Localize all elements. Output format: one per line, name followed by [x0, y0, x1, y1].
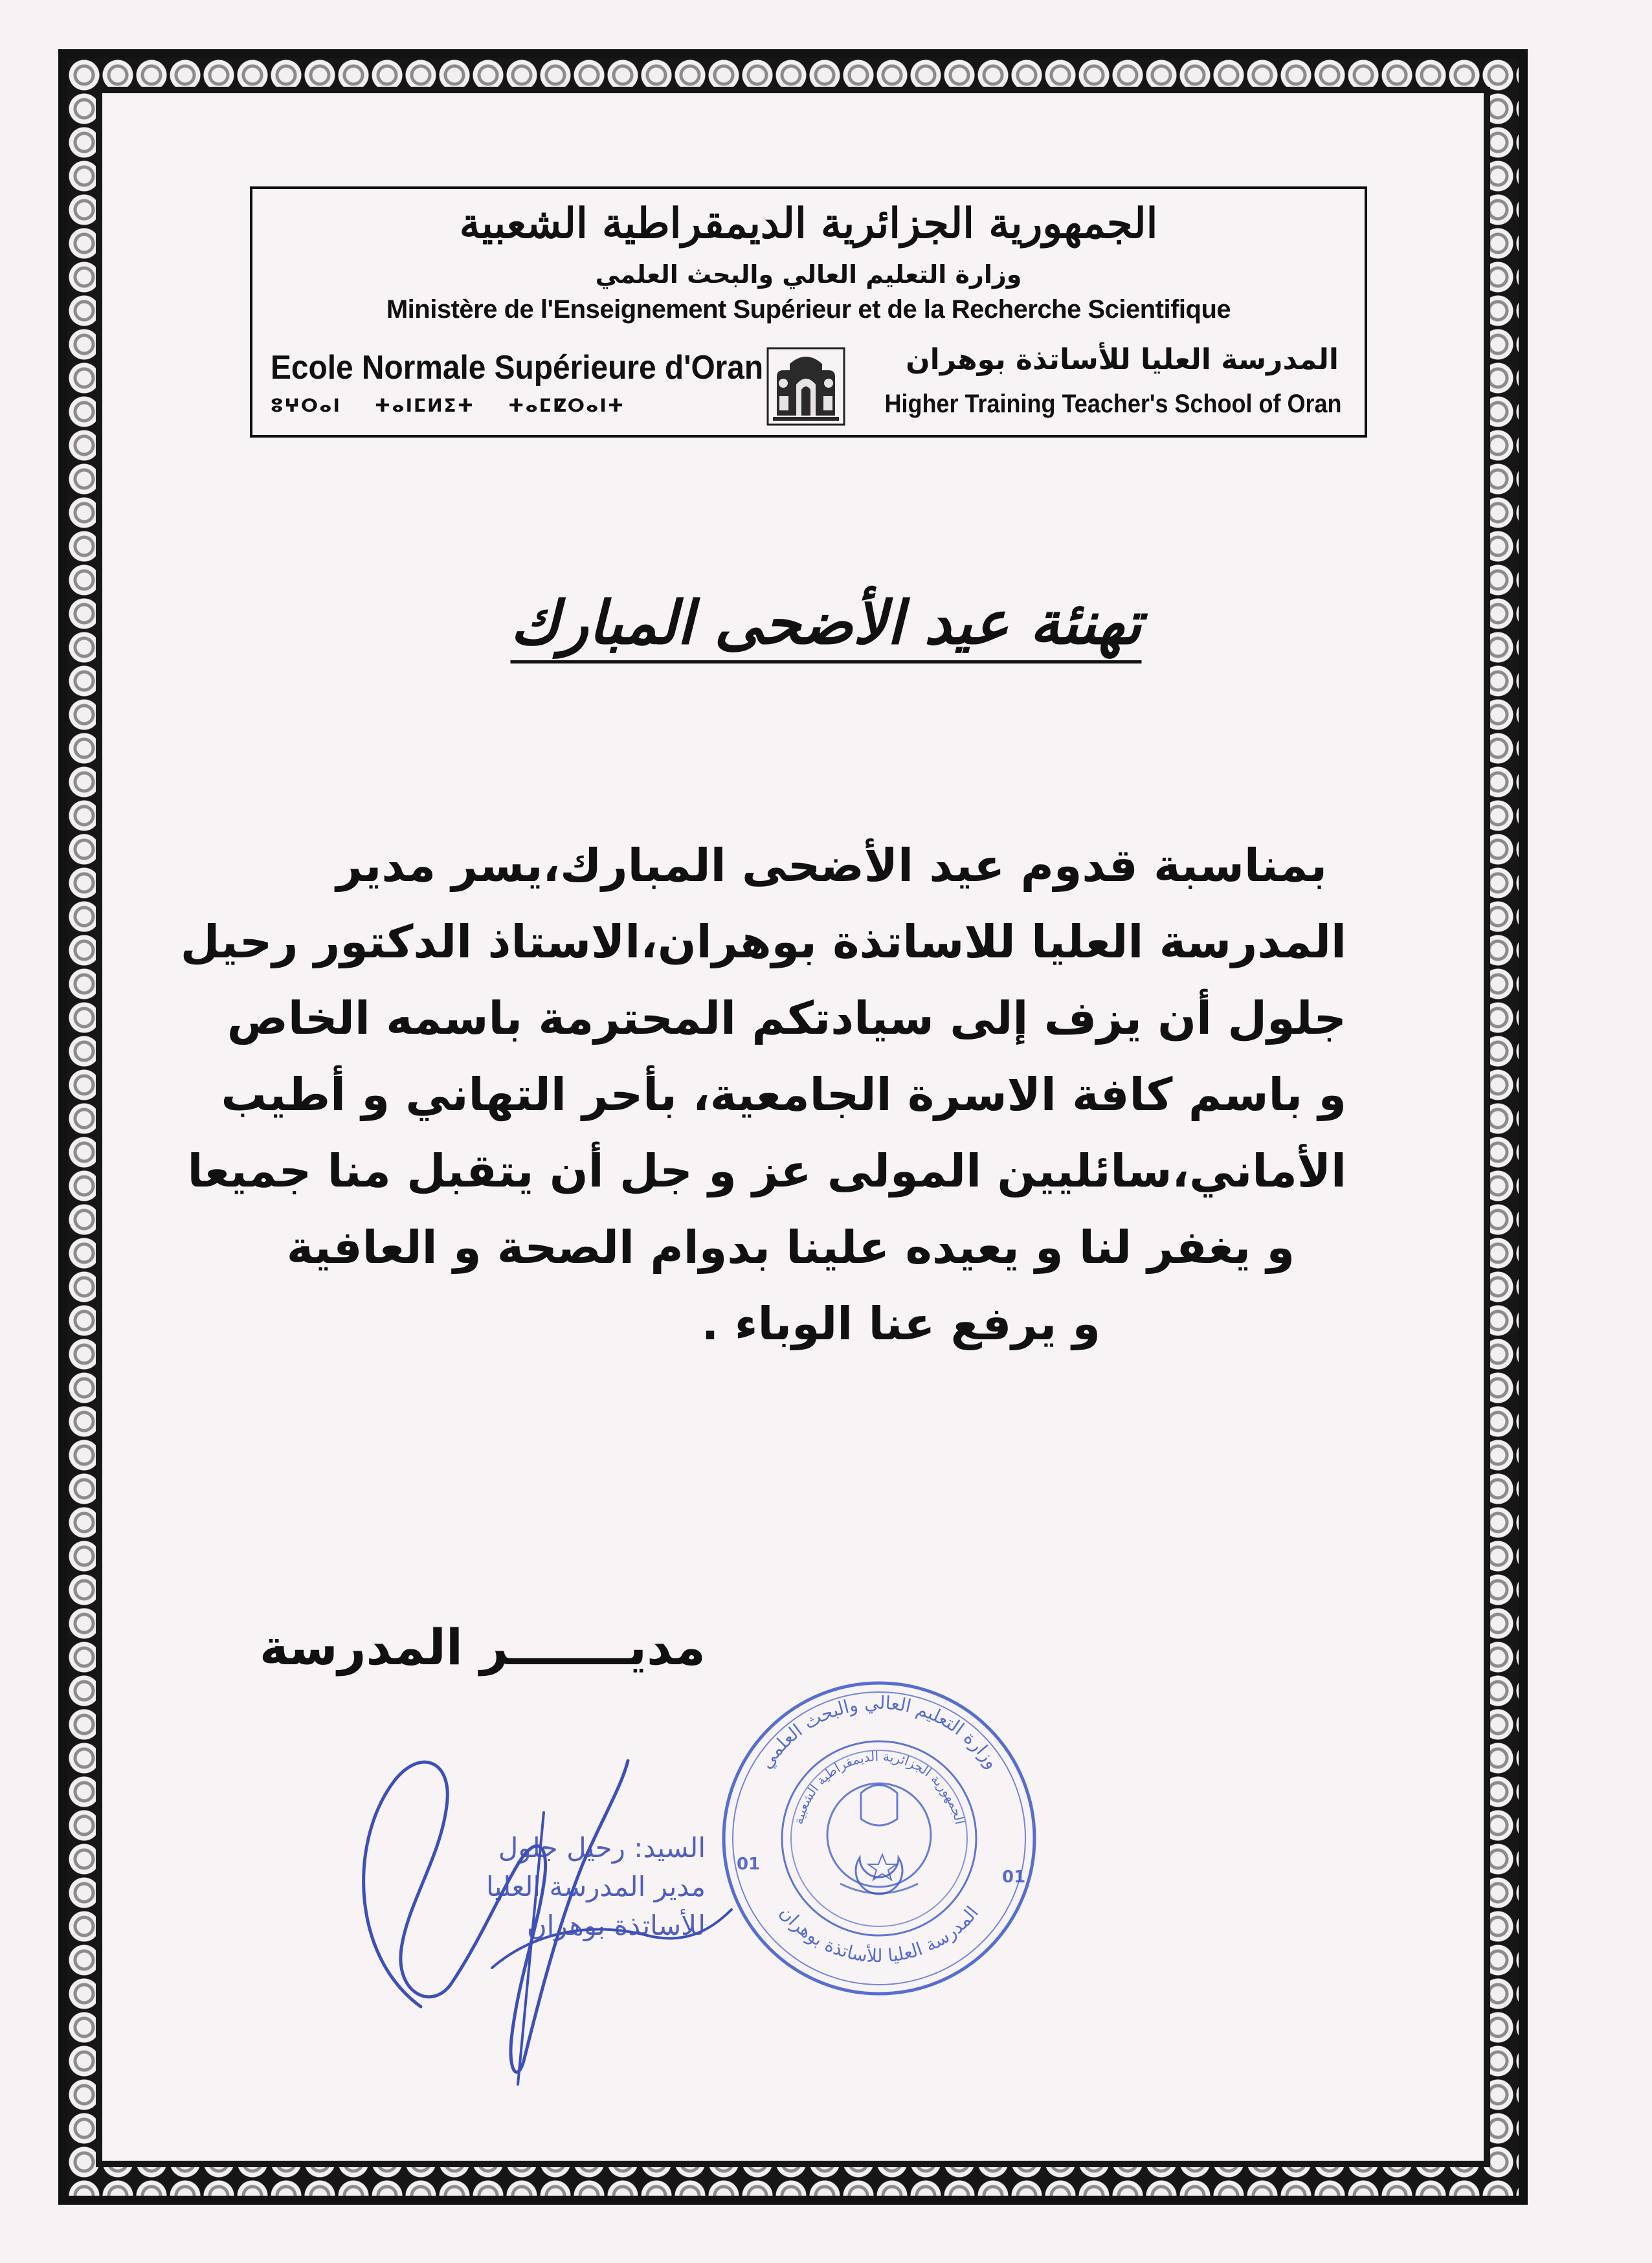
body-line: جلول أن يزف إلى سيادتكم المحترمة باسمه الخاص: [227, 992, 1346, 1045]
document-title: [0, 588, 1652, 658]
ministry-name-arabic: وزارة التعليم العالي والبحث العلمي: [595, 260, 1022, 289]
stamp-bottom-text: المدرسة العليا للأساتذة بوهران: [775, 1902, 983, 1967]
stamp-number-left: 01: [737, 1855, 761, 1874]
signatory-title: مدير المدرسة العليا: [486, 1871, 706, 1902]
signatory-name: السيد: رحيل جلول: [498, 1832, 706, 1864]
body-line: و يرفع عنا الوباء .: [701, 1297, 1100, 1350]
official-stamp: [711, 1670, 1047, 2007]
document-title-text: تهنئة عيد الأضحى المبارك: [510, 588, 1142, 658]
body-line: و يغفر لنا و يعيده علينا بدوام الصحة و العافية: [286, 1221, 1295, 1274]
letterhead: [250, 186, 1367, 438]
body-line: بمناسبة قدوم عيد الأضحى المبارك،يسر مدير: [336, 839, 1327, 892]
letter-body: [180, 827, 1372, 1362]
body-line: و باسم كافة الاسرة الجامعية، بأحر التهاني و أطيب: [221, 1068, 1346, 1121]
school-name-tifinagh: ⵓⵖⵔⴰⵏ ⵜⴰⵏⵎⵍⵉⵜ ⵜⴰⵎⵇⵔⴰⵏⵜ: [271, 395, 625, 416]
school-emblem-icon: [764, 344, 848, 429]
body-line: الأماني،سائليين المولى عز و جل أن يتقبل منا جميعا: [187, 1144, 1346, 1198]
signature-block: [324, 1735, 744, 2097]
official-stamp-seal: [711, 1670, 1047, 2007]
body-line: المدرسة العليا للاساتذة بوهران،الاستاذ الدكتور رحيل: [180, 915, 1346, 968]
school-name-english: Higher Training Teacher's School of Oran: [884, 390, 1341, 418]
school-name-arabic: المدرسة العليا للأساتذة بوهران: [906, 343, 1339, 376]
stamp-outer-text: وزارة التعليم العالي والبحث العلمي: [755, 1691, 1003, 1773]
stamp-inner-text: الجمهورية الجزائرية الديمقراطية الشعبية: [790, 1748, 968, 1826]
school-name-french: Ecole Normale Supérieure d'Oran: [271, 349, 764, 386]
republic-name-arabic: الجمهورية الجزائرية الديمقراطية الشعبية: [459, 199, 1158, 248]
stamp-number-right: 01: [1002, 1867, 1026, 1887]
signatory-title-2: للأساتذة بوهران: [526, 1910, 706, 1941]
signatory-role: مديـــــــر المدرسة: [259, 1618, 706, 1676]
handwritten-signature: [324, 1735, 744, 2097]
ministry-name-french: Ministère de l'Enseignement Supérieur et de la Recherche Scientifique: [386, 295, 1231, 324]
